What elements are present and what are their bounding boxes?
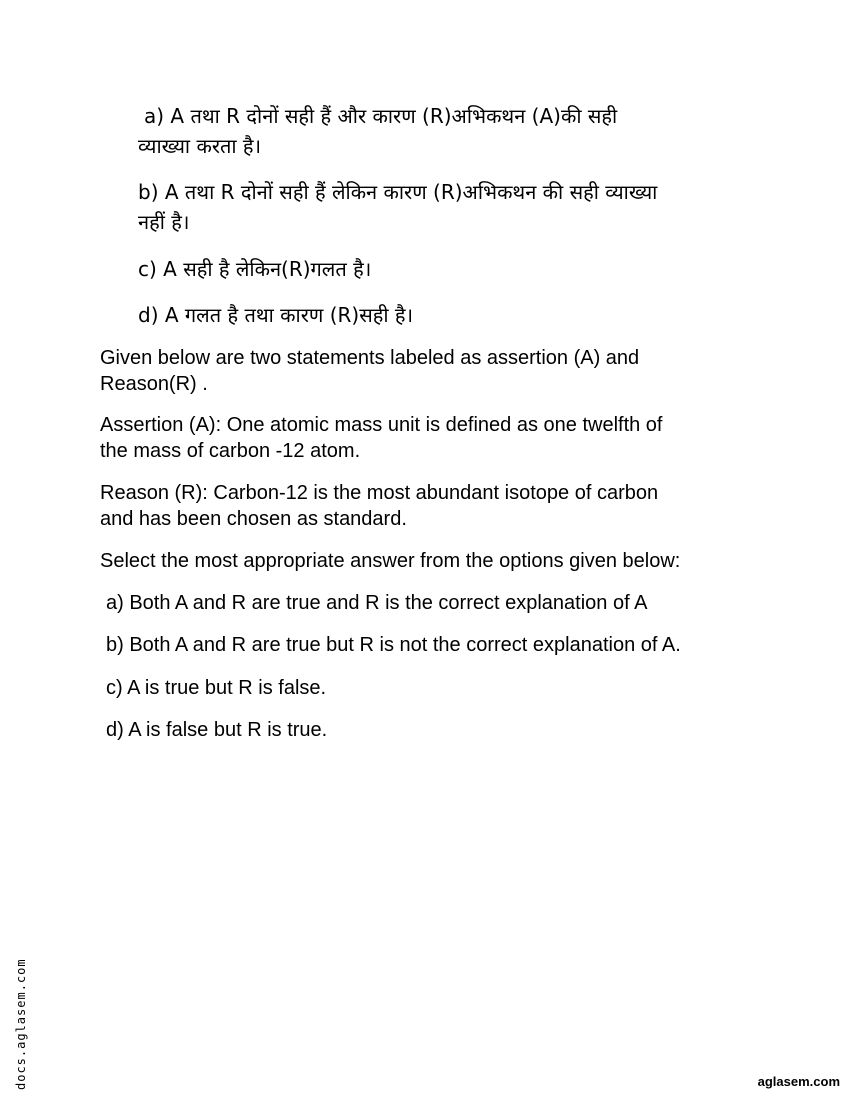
hindi-option-d: d) A गलत है तथा कारण (R)सही है। xyxy=(138,303,414,327)
english-option-a: a) Both A and R are true and R is the correct explanation of A xyxy=(106,592,648,614)
hindi-option-c: c) A सही है लेकिन(R)गलत है। xyxy=(138,257,372,281)
watermark-left: docs.aglasem.com xyxy=(14,958,28,1090)
instruction: Select the most appropriate answer from the options given below: xyxy=(100,550,681,572)
hindi-option-a-line2: व्याख्या करता है। xyxy=(138,134,262,158)
assertion-line2: the mass of carbon -12 atom. xyxy=(100,440,361,462)
question-intro-line1: Given below are two statements labeled as assertion (A) and xyxy=(100,347,640,369)
english-option-b: b) Both A and R are true but R is not the correct explanation of A. xyxy=(106,634,681,656)
question-intro-line2: Reason(R) . xyxy=(100,373,208,395)
hindi-option-b-line1: b) A तथा R दोनों सही हैं लेकिन कारण (R)अभिकथन की सही व्याख्या xyxy=(138,180,658,204)
watermark-right: aglasem.com xyxy=(757,1074,840,1089)
hindi-option-b-line2: नहीं है। xyxy=(138,210,190,234)
assertion-line1: Assertion (A): One atomic mass unit is defined as one twelfth of xyxy=(100,414,663,436)
english-option-d: d) A is false but R is true. xyxy=(106,719,328,741)
english-option-c: c) A is true but R is false. xyxy=(106,677,327,699)
reason-line1: Reason (R): Carbon-12 is the most abundant isotope of carbon xyxy=(100,482,659,504)
hindi-option-a-line1: a) A तथा R दोनों सही हैं और कारण (R)अभिकथन (A)की सही xyxy=(144,104,618,128)
reason-line2: and has been chosen as standard. xyxy=(100,508,407,530)
